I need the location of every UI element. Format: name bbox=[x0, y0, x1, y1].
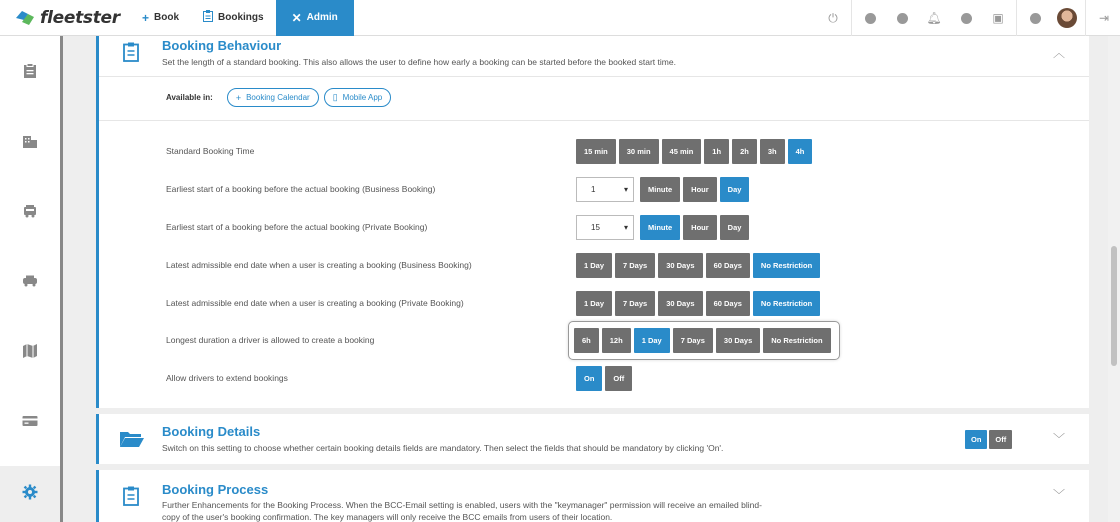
caret-down-icon: ▾ bbox=[623, 184, 628, 194]
option-button[interactable]: 1h bbox=[704, 139, 729, 164]
plus-icon: + bbox=[142, 10, 150, 25]
divider bbox=[99, 120, 1089, 121]
option-group bbox=[576, 366, 635, 391]
setting-label: Earliest start of a booking before the actual booking (Private Booking) bbox=[166, 222, 428, 232]
option-button[interactable]: 6h bbox=[574, 328, 599, 353]
nav-book-label: Book bbox=[154, 12, 180, 23]
option-button[interactable]: Off bbox=[605, 366, 632, 391]
amount-select[interactable] bbox=[576, 177, 634, 202]
option-button[interactable]: 4h bbox=[788, 139, 813, 164]
option-group bbox=[576, 139, 815, 164]
option-button[interactable]: 12h bbox=[602, 328, 631, 353]
option-button[interactable]: Hour bbox=[683, 177, 717, 202]
panel-title: Booking Details bbox=[162, 424, 261, 439]
clipboard-icon bbox=[23, 63, 37, 84]
mobile-icon: ▯ bbox=[332, 92, 338, 102]
top-icons bbox=[817, 0, 1120, 36]
chevron-up-icon[interactable]: ︿ bbox=[1052, 46, 1065, 60]
option-button[interactable]: 7 Days bbox=[615, 291, 655, 316]
setting-row bbox=[166, 137, 1086, 165]
panel-description: Switch on this setting to choose whether certain booking details fields are mandatory. Then select the fields that should be mandatory by clicking 'On'. bbox=[162, 443, 724, 453]
nav-bookings-label: Bookings bbox=[218, 12, 264, 23]
option-button[interactable]: 2h bbox=[732, 139, 757, 164]
sidebar-item-locations[interactable] bbox=[0, 118, 60, 168]
option-button[interactable]: 60 Days bbox=[706, 253, 750, 278]
car-pool-icon bbox=[22, 274, 38, 292]
sidebar-item-settings[interactable] bbox=[0, 466, 60, 522]
details-off-button[interactable]: Off bbox=[989, 430, 1012, 449]
option-button[interactable]: 7 Days bbox=[615, 253, 655, 278]
map-icon bbox=[22, 343, 38, 364]
chevron-down-icon[interactable]: ﹀ bbox=[1052, 432, 1065, 446]
select-value: 1 bbox=[591, 184, 596, 194]
sidebar-item-billing[interactable] bbox=[0, 398, 60, 448]
clock-icon[interactable] bbox=[955, 7, 977, 29]
option-group bbox=[576, 253, 823, 278]
panel-description-line1: Further Enhancements for the Booking Process. When the BCC-Email setting is enabled, users with the "keymanager" permission will receive an emailed blind- bbox=[162, 500, 762, 510]
panel-description: Set the length of a standard booking. This also allows the user to define how early a booking can be started before the booked start time. bbox=[162, 57, 676, 67]
booking-calendar-pill[interactable] bbox=[227, 88, 319, 107]
mobile-app-pill[interactable] bbox=[324, 88, 392, 107]
option-button[interactable]: No Restriction bbox=[753, 291, 820, 316]
plus-icon: + bbox=[235, 92, 242, 103]
divider bbox=[99, 76, 1089, 77]
sidebar bbox=[0, 36, 63, 522]
pill-label: Booking Calendar bbox=[246, 93, 310, 102]
option-button[interactable]: 1 Day bbox=[576, 253, 612, 278]
pill-label: Mobile App bbox=[342, 93, 383, 102]
booking-process-panel bbox=[96, 470, 1089, 522]
scrollbar[interactable] bbox=[1108, 36, 1120, 522]
option-button[interactable]: On bbox=[576, 366, 602, 391]
logo[interactable] bbox=[0, 7, 130, 29]
globe-icon[interactable] bbox=[1024, 7, 1046, 29]
clipboard-icon bbox=[123, 486, 139, 509]
sidebar-item-vehicles[interactable] bbox=[0, 188, 60, 238]
app-name: fleetster bbox=[40, 7, 120, 28]
top-bar bbox=[0, 0, 1120, 36]
building-icon bbox=[22, 134, 38, 153]
option-button[interactable]: 30 Days bbox=[658, 291, 702, 316]
panel-title: Booking Behaviour bbox=[162, 38, 282, 53]
chevron-down-icon[interactable]: ﹀ bbox=[1052, 488, 1065, 502]
option-button[interactable]: Minute bbox=[640, 177, 680, 202]
option-button[interactable]: 3h bbox=[760, 139, 785, 164]
caret-down-icon: ▾ bbox=[623, 222, 628, 232]
avatar[interactable] bbox=[1057, 8, 1077, 28]
info-icon[interactable] bbox=[891, 7, 913, 29]
booking-behaviour-panel bbox=[96, 36, 1089, 408]
option-group bbox=[576, 291, 823, 316]
nav-admin[interactable] bbox=[276, 0, 354, 36]
setting-row bbox=[166, 326, 1086, 354]
option-button[interactable]: 1 Day bbox=[576, 291, 612, 316]
option-button[interactable]: 60 Days bbox=[706, 291, 750, 316]
sidebar-item-bookings[interactable] bbox=[0, 48, 60, 98]
option-button[interactable]: 45 min bbox=[662, 139, 702, 164]
gear-icon bbox=[22, 484, 38, 505]
nav-bookings[interactable] bbox=[191, 0, 276, 36]
option-button[interactable]: No Restriction bbox=[753, 253, 820, 278]
option-button[interactable]: 30 Days bbox=[658, 253, 702, 278]
option-button[interactable]: 7 Days bbox=[673, 328, 713, 353]
bell-icon[interactable]: 🔔︎ bbox=[926, 11, 942, 25]
select-value: 15 bbox=[591, 222, 600, 232]
amount-select[interactable] bbox=[576, 215, 634, 240]
main-nav bbox=[130, 0, 354, 36]
setting-row bbox=[166, 289, 1086, 317]
setting-label: Earliest start of a booking before the actual booking (Business Booking) bbox=[166, 184, 436, 194]
option-group bbox=[576, 215, 752, 240]
setting-label: Latest admissible end date when a user is creating a booking (Business Booking) bbox=[166, 260, 472, 270]
available-in bbox=[166, 88, 396, 107]
stamp-icon[interactable]: ▣ bbox=[992, 11, 1004, 25]
setting-label: Longest duration a driver is allowed to create a booking bbox=[166, 335, 375, 345]
fleetster-logo-icon bbox=[14, 7, 36, 29]
panel-description-line2: copy of the user's booking confirmation. The key managers will only receive the BCC emails from users of their location. bbox=[162, 512, 613, 522]
option-group bbox=[576, 177, 752, 202]
option-button[interactable]: Hour bbox=[683, 215, 717, 240]
credit-card-icon bbox=[22, 414, 38, 432]
option-button[interactable]: Day bbox=[720, 177, 750, 202]
nav-admin-label: Admin bbox=[306, 12, 338, 23]
divider bbox=[851, 0, 852, 36]
available-label: Available in: bbox=[166, 93, 213, 102]
setting-row bbox=[166, 175, 1086, 203]
option-button[interactable]: No Restriction bbox=[763, 328, 830, 353]
option-button[interactable]: 1 Day bbox=[634, 328, 670, 353]
setting-label: Standard Booking Time bbox=[166, 146, 255, 156]
setting-row bbox=[166, 364, 1086, 392]
booking-details-panel bbox=[96, 414, 1089, 464]
tools-icon: ✕ bbox=[291, 10, 302, 25]
sidebar-item-pool[interactable] bbox=[0, 258, 60, 308]
setting-label: Latest admissible end date when a user is creating a booking (Private Booking) bbox=[166, 298, 464, 308]
folder-open-icon bbox=[119, 430, 145, 451]
logout-icon[interactable]: ⇥ bbox=[1098, 11, 1110, 25]
option-button[interactable]: 30 Days bbox=[716, 328, 760, 353]
option-button[interactable]: 15 min bbox=[576, 139, 616, 164]
option-group bbox=[568, 321, 840, 360]
clipboard-icon bbox=[123, 42, 139, 65]
power-icon[interactable]: ⏻ bbox=[828, 10, 838, 25]
clipboard-icon bbox=[203, 10, 213, 25]
details-toggle bbox=[965, 430, 1015, 449]
panel-title: Booking Process bbox=[162, 482, 269, 497]
divider bbox=[1085, 0, 1086, 36]
vehicle-icon bbox=[23, 204, 37, 223]
setting-row bbox=[166, 213, 1086, 241]
option-button[interactable]: Day bbox=[720, 215, 750, 240]
setting-row bbox=[166, 251, 1086, 279]
option-button[interactable]: Minute bbox=[640, 215, 680, 240]
scrollbar-thumb[interactable] bbox=[1111, 246, 1117, 366]
option-button[interactable]: 30 min bbox=[619, 139, 659, 164]
nav-book[interactable] bbox=[130, 0, 191, 36]
divider bbox=[1016, 0, 1017, 36]
sidebar-item-map[interactable] bbox=[0, 328, 60, 378]
setting-label: Allow drivers to extend bookings bbox=[166, 373, 288, 383]
details-on-button[interactable]: On bbox=[965, 430, 987, 449]
rocket-icon[interactable] bbox=[859, 7, 881, 29]
